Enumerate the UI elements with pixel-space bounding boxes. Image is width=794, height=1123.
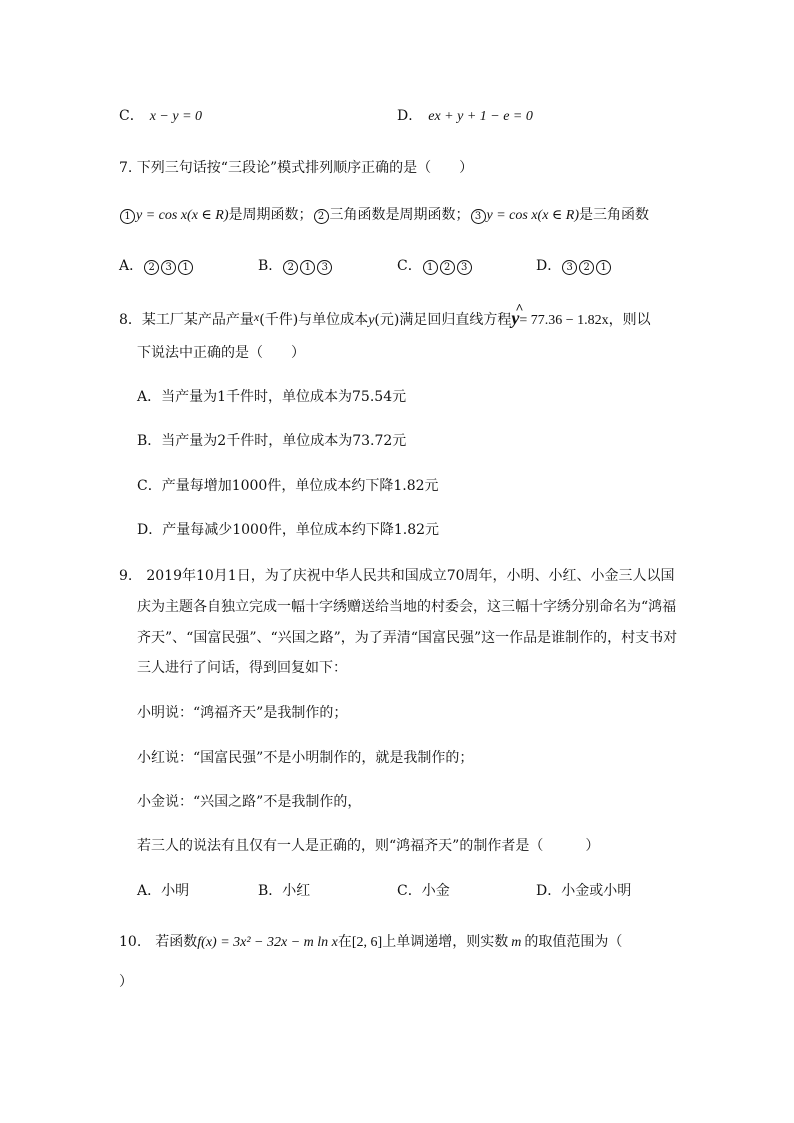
q10-stem-a: 10. 若函数	[119, 934, 198, 950]
q10-interval: [2, 6]	[351, 935, 383, 950]
q8-option-c: C．产量每增加1000件，单位成本约下降1.82元	[137, 478, 439, 494]
q7-option-b-label: B．	[258, 258, 283, 274]
q7-option-a	[119, 256, 194, 276]
q7-d-n2: 2	[579, 260, 594, 275]
q9-line2: 庆为主题各自独立完成一幅十字绣赠送给当地的村委会，这三幅十字绣分别命名为“鸿福	[137, 599, 677, 615]
q7-s3-num: 3	[471, 209, 486, 224]
q7-s2-num: 2	[314, 209, 329, 224]
q10-stem-c: 上单调递增，则实数	[382, 934, 509, 950]
q10-stem-b: 在	[337, 934, 352, 950]
q8-option-d: D．产量每减少1000件，单位成本约下降1.82元	[137, 522, 440, 538]
q7-option-c	[397, 256, 473, 276]
q7-stem: 7. 下列三句话按“三段论”模式排列顺序正确的是（ ）	[119, 160, 474, 176]
q10-stem-line2: ）	[119, 974, 133, 990]
q8-stem-line1	[119, 302, 651, 331]
q6-option-c-label: C．	[119, 108, 144, 124]
q10-var-m: m	[511, 935, 522, 950]
q9-ming: 小明说：“鸿福齐天”是我制作的；	[137, 705, 348, 721]
q9-jin: 小金说：“兴国之路”不是我制作的，	[137, 794, 362, 810]
q7-s2-text: 三角函数是周期函数；	[329, 207, 470, 223]
q8-equation: = 77.36 − 1.82x	[519, 313, 609, 328]
q7-s1-text: 是周期函数；	[228, 207, 313, 223]
q9-condition: 若三人的说法有且仅有一人是正确的，则“鸿福齐天”的制作者是（ ）	[137, 838, 600, 854]
q7-option-b	[258, 256, 333, 276]
q7-d-n1: 3	[562, 260, 577, 275]
q6-option-c-math: x − y = 0	[149, 109, 203, 124]
q9-hong: 小红说：“国富民强”不是小明制作的，就是我制作的；	[137, 750, 474, 766]
q7-b-n2: 1	[300, 260, 315, 275]
q8-stem-b: (千件)与单位成本	[259, 312, 369, 328]
q9-line1: 9. 2019年10月1日，为了庆祝中华人民共和国成立70周年，小明、小红、小金三人以国	[119, 568, 675, 584]
q10-stem-line1	[119, 932, 622, 953]
q7-option-d-label: D．	[536, 258, 562, 274]
q9-line3: 齐天”、“国富民强”、“兴国之路”，为了弄清“国富民强”这一作品是谁制作的，村支书对	[137, 630, 678, 646]
q9-option-a: A．小明	[137, 883, 190, 899]
q7-s3-text: 是三角函数	[579, 207, 649, 223]
q7-s3-math: y = cos x(x ∈ R)	[486, 208, 579, 223]
q8-stem-line2: 下说法中正确的是（ ）	[137, 345, 305, 361]
q7-b-n3: 3	[317, 260, 332, 275]
q7-s1-math: y = cos x(x ∈ R)	[136, 208, 229, 223]
q8-yhat-symbol: y ^	[511, 302, 524, 328]
q8-stem-c: (元)满足回归直线方程	[374, 312, 512, 328]
q7-d-n3: 1	[596, 260, 611, 275]
q7-option-c-label: C．	[397, 258, 422, 274]
q6-option-d-math: ex + y + 1 − e = 0	[428, 109, 533, 124]
q8-var-y: y	[368, 313, 375, 328]
q7-a-n2: 3	[161, 260, 176, 275]
q9-line4: 三人进行了问话，得到回复如下：	[137, 660, 347, 676]
q7-a-n1: 2	[144, 260, 159, 275]
q8-var-x: x	[253, 310, 260, 324]
q9-option-d: D．小金或小明	[536, 883, 632, 899]
q7-option-a-label: A．	[119, 258, 144, 274]
q7-statements	[119, 205, 649, 226]
q7-s1-num: 1	[120, 209, 135, 224]
q7-c-n3: 3	[457, 260, 472, 275]
q7-a-n3: 1	[178, 260, 193, 275]
q6-option-c	[119, 106, 202, 127]
q7-c-n2: 2	[440, 260, 455, 275]
q8-option-b: B．当产量为2千件时，单位成本为73.72元	[137, 433, 407, 449]
q8-stem-a: 8．某工厂某产品产量	[119, 312, 254, 328]
q7-b-n1: 2	[283, 260, 298, 275]
q7-c-n1: 1	[423, 260, 438, 275]
q7-option-d	[536, 256, 612, 276]
q10-stem-d: 的取值范围为（	[524, 934, 623, 950]
q6-option-d	[397, 106, 533, 127]
q9-option-b: B．小红	[258, 883, 311, 899]
q9-option-c: C．小金	[397, 883, 450, 899]
q6-option-d-label: D．	[397, 108, 423, 124]
q8-option-a: A．当产量为1千件时，单位成本为75.54元	[137, 389, 407, 405]
q8-stem-d: ，则以	[608, 312, 651, 328]
q10-function: f(x) = 3x² − 32x − m ln x	[197, 935, 338, 950]
